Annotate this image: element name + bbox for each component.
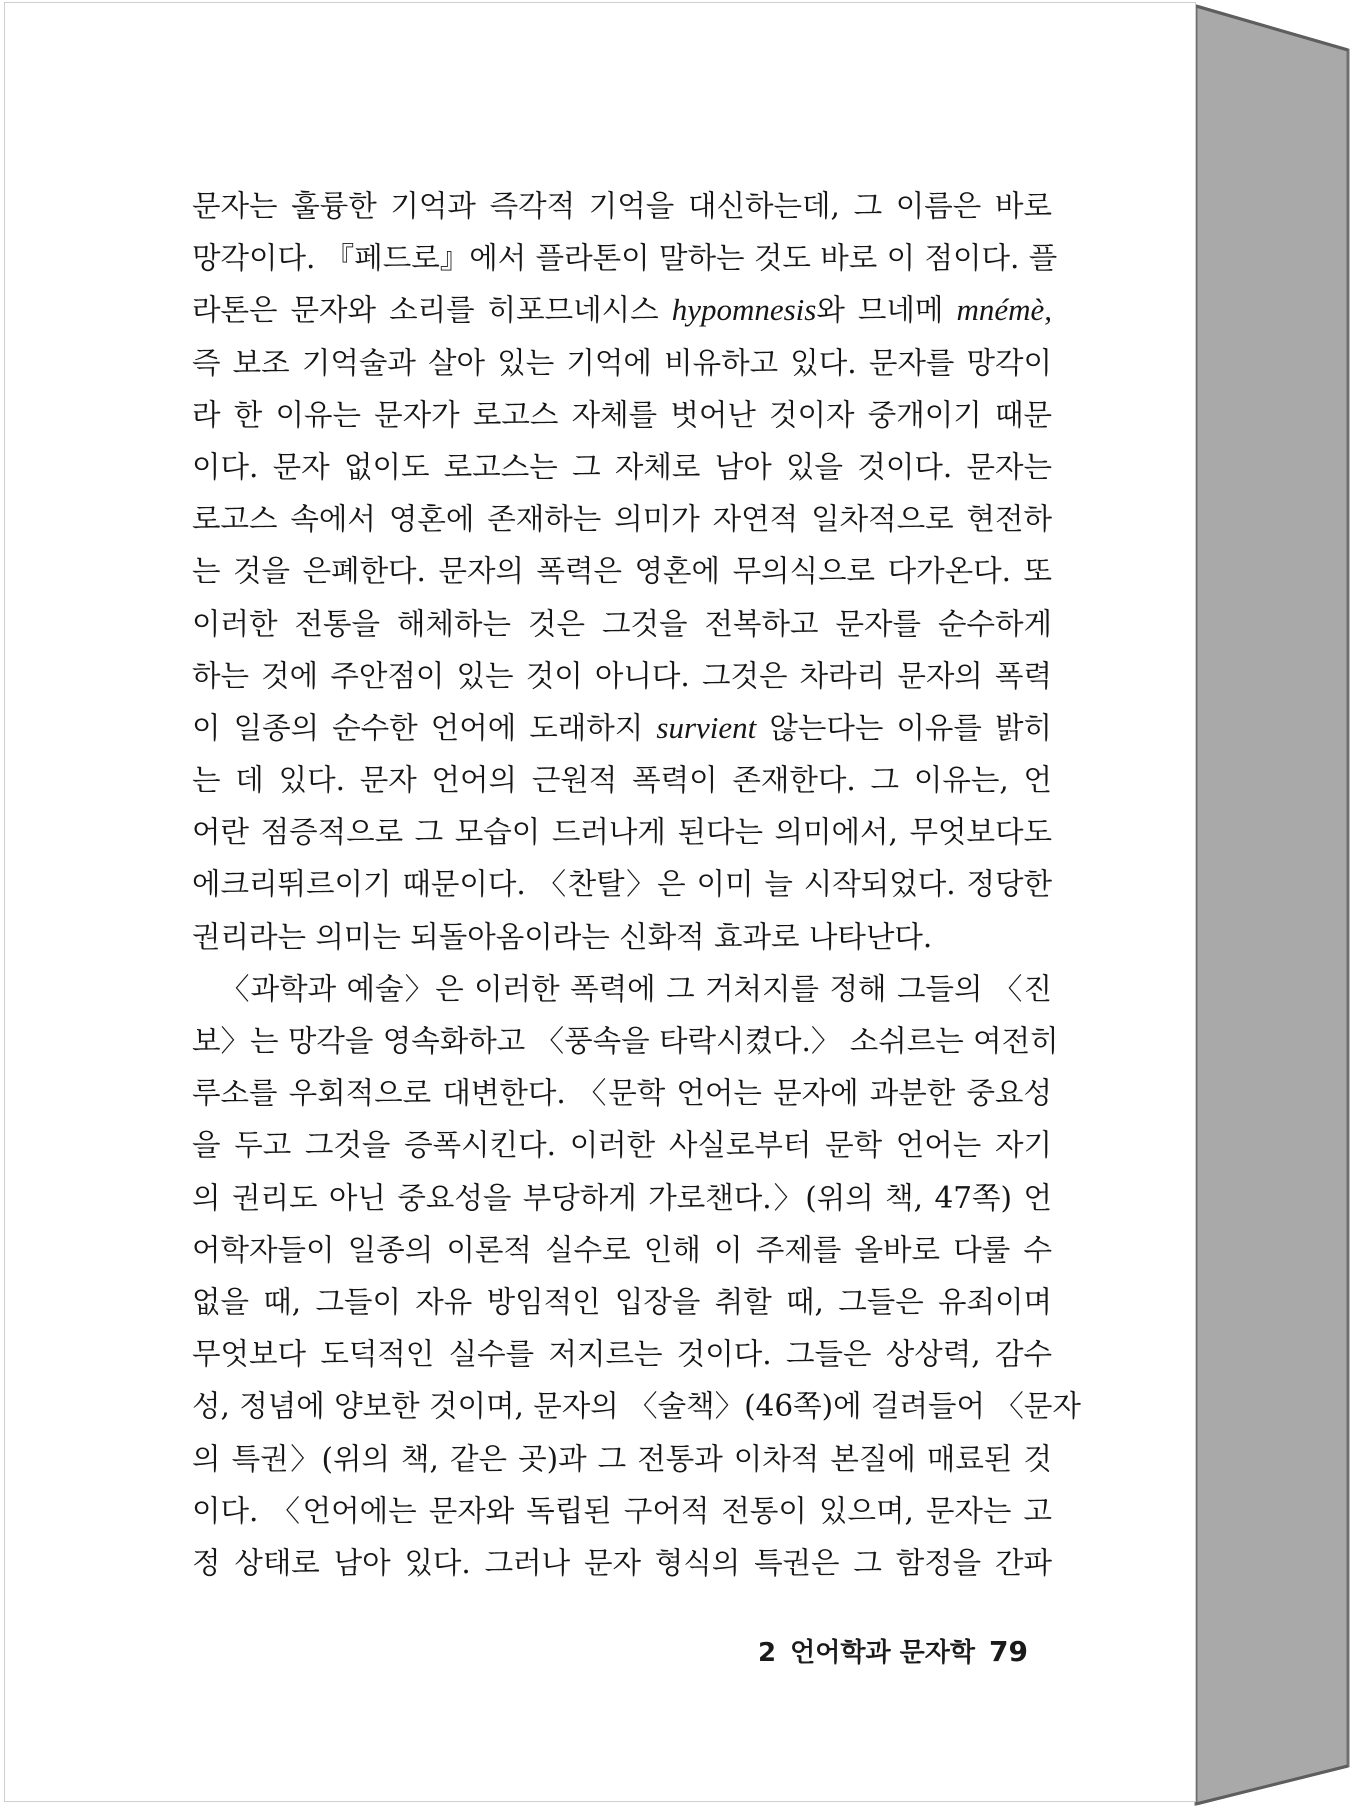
- text-line-1: 문자는 훌륭한 기억과 즉각적 기억을 대신하는데, 그 이름은 바로: [192, 189, 1052, 223]
- text-line-10: 하는 것에 주안점이 있는 것이 아니다. 그것은 차라리 문자의 폭력: [192, 658, 1052, 693]
- text-line-16: 〈과학과 예술〉은 이러한 폭력에 그 거처지를 정해 그들의 〈진: [220, 971, 1052, 1006]
- text-line-14: 에크리뛰르이기 때문이다. 〈찬탈〉은 이미 늘 시작되었다. 정당한: [192, 867, 1052, 902]
- text-line-25: 의 특권〉(위의 책, 같은 곳)과 그 전통과 이차적 본질에 매료된 것: [192, 1441, 1052, 1476]
- chapter-number: 2: [758, 1638, 777, 1668]
- text-segment: 않는다는 이유를 밝히: [769, 710, 1052, 745]
- text-line-9: 이러한 전통을 해체하는 것은 그것을 전복하고 문자를 순수하게: [192, 606, 1052, 641]
- text-line-12: 는 데 있다. 문자 언어의 근원적 폭력이 존재한다. 그 이유는, 언: [192, 763, 1052, 798]
- text-line-23: 무엇보다 도덕적인 실수를 저지르는 것이다. 그들은 상상력, 감수: [192, 1337, 1052, 1372]
- italic-term-survient: survient: [656, 709, 757, 745]
- text-line-18: 루소를 우회적으로 대변한다. 〈문학 언어는 문자에 과분한 중요성: [192, 1076, 1052, 1111]
- chapter-title: 언어학과 문자학: [790, 1638, 975, 1668]
- text-segment: 이 일종의 순수한 언어에 도래하지: [192, 710, 644, 745]
- text-line-26: 이다. 〈언어에는 문자와 독립된 구어적 전통이 있으며, 문자는 고: [192, 1493, 1052, 1528]
- text-line-11: [192, 702, 1052, 754]
- text-line-6: 이다. 문자 없이도 로고스는 그 자체로 남아 있을 것이다. 문자는: [192, 449, 1052, 484]
- text-segment: 라톤은 문자와 소리를 히포므네시스: [192, 293, 659, 328]
- text-line-13: 어란 점증적으로 그 모습이 드러나게 된다는 의미에서, 무엇보다도: [192, 815, 1052, 850]
- text-line-2: 망각이다. 『페드로』에서 플라톤이 말하는 것도 바로 이 점이다. 플: [192, 241, 1058, 276]
- text-line-17: 보〉는 망각을 영속화하고 〈풍속을 타락시켰다.〉 소쉬르는 여전히: [192, 1024, 1059, 1058]
- text-line-22: 없을 때, 그들이 자유 방임적인 입장을 취할 때, 그들은 유죄이며: [192, 1284, 1052, 1319]
- italic-term-hypomnesis: hypomnesis: [671, 292, 817, 328]
- italic-term-mneme: mnémè,: [956, 292, 1052, 328]
- text-line-5: 라 한 이유는 문자가 로고스 자체를 벗어난 것이자 중개이기 때문: [192, 397, 1052, 432]
- text-line-15: 권리라는 의미는 되돌아옴이라는 신화적 효과로 나타난다.: [192, 919, 933, 954]
- body-text: [192, 180, 1081, 1589]
- running-footer: [758, 1632, 1028, 1669]
- text-line-21: 어학자들이 일종의 이론적 실수로 인해 이 주제를 올바로 다룰 수: [192, 1232, 1052, 1267]
- book-side-face: [1196, 6, 1348, 1804]
- text-line-3: [192, 284, 1052, 336]
- text-line-20: 의 권리도 아닌 중요성을 부당하게 가로챈다.〉(위의 책, 47쪽) 언: [192, 1180, 1052, 1215]
- text-line-7: 로고스 속에서 영혼에 존재하는 의미가 자연적 일차적으로 현전하: [192, 502, 1052, 537]
- text-line-4: 즉 보조 기억술과 살아 있는 기억에 비유하고 있다. 문자를 망각이: [192, 345, 1052, 380]
- text-line-24: 성, 정념에 양보한 것이며, 문자의 〈술책〉(46쪽)에 걸려들어 〈문자: [192, 1389, 1081, 1424]
- page-number: 79: [988, 1635, 1028, 1668]
- text-line-27: 정 상태로 남아 있다. 그러나 문자 형식의 특권은 그 함정을 간파: [192, 1545, 1052, 1580]
- text-line-8: 는 것을 은폐한다. 문자의 폭력은 영혼에 무의식으로 다가온다. 또: [192, 554, 1052, 589]
- text-line-19: 을 두고 그것을 증폭시킨다. 이러한 사실로부터 문학 언어는 자기: [192, 1128, 1052, 1163]
- text-segment: 와 므네메: [816, 293, 944, 328]
